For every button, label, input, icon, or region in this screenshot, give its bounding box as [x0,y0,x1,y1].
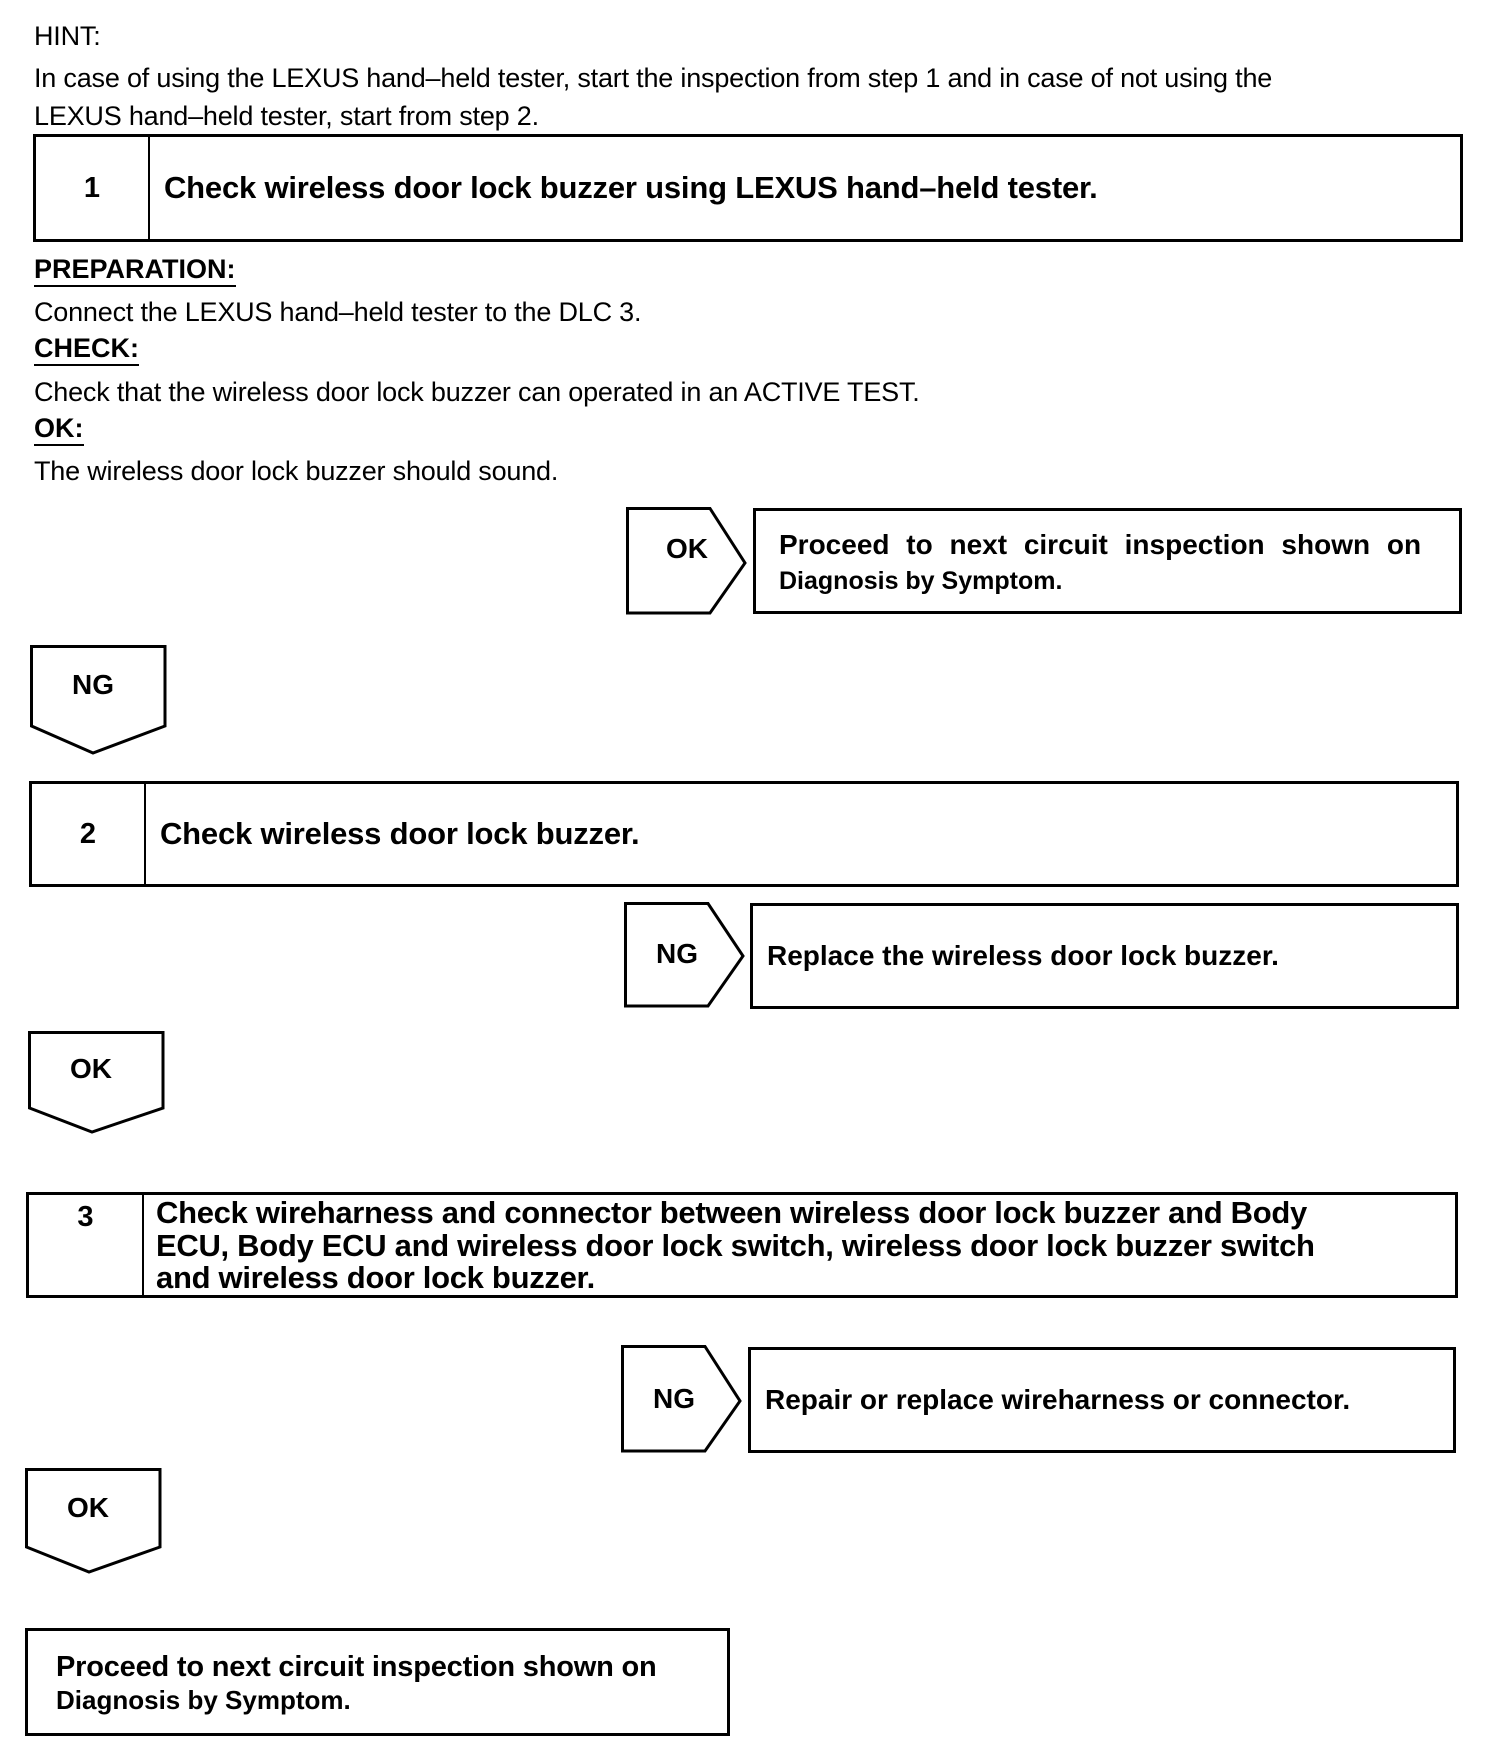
check-text: Check that the wireless door lock buzzer can operated in an ACTIVE TEST. [34,377,920,407]
ok-criteria-section [34,413,84,446]
final-result-line-1: Proceed to next circuit inspection shown on [56,1651,657,1683]
preparation-text: Connect the LEXUS hand–held tester to the DLC 3. [34,297,642,327]
step-2-ng-result-box [750,903,1459,1009]
step-3-title-line-1: Check wireharness and connector between wireless door lock buzzer and Body [156,1195,1307,1230]
step-1-ok-result-box [753,508,1462,614]
step-3-ok-continue-label: OK [67,1492,109,1523]
step-1-ok-branch-label: OK [666,533,708,564]
final-result-line-2: Diagnosis by Symptom. [56,1685,351,1715]
step-2-ng-branch-arrow [624,902,746,1008]
hint-text-line-1: In case of using the LEXUS hand–held tester, start the inspection from step 1 and in case of not using the [34,63,1273,93]
ok-criteria-text: The wireless door lock buzzer should sound. [34,456,559,486]
step-2-ng-result-text: Replace the wireless door lock buzzer. [767,940,1279,971]
step-2-header [29,781,1459,887]
step-1-ok-result-line-2: Diagnosis by Symptom. [779,567,1063,595]
step-1-ok-branch-arrow [626,507,748,615]
step-3-ng-result-text: Repair or replace wireharness or connector. [765,1384,1351,1415]
step-1-header [33,134,1463,242]
step-3-title [144,1195,1315,1295]
step-2-ok-continue-arrow [28,1031,166,1134]
step-1-ng-continue-label: NG [72,669,114,700]
step-1-ng-continue-arrow [30,645,168,755]
preparation-section [34,254,236,287]
step-1-title: Check wireless door lock buzzer using LEXUS hand–held tester. [164,170,1098,205]
step-2-ok-continue-label: OK [70,1053,112,1084]
check-label: CHECK: [34,333,139,366]
hint-heading: HINT: [34,21,101,51]
preparation-label: PREPARATION: [34,254,236,287]
step-3-ok-continue-arrow [25,1468,163,1574]
step-2-ng-branch-label: NG [656,938,698,969]
step-1-ok-result-line-1: Proceed to next circuit inspection shown on [779,529,1422,560]
step-3-ng-branch-arrow [621,1345,743,1453]
ok-criteria-label: OK: [34,413,84,446]
step-2-number: 2 [32,784,146,884]
step-2-title: Check wireless door lock buzzer. [160,816,640,851]
final-result-box [25,1628,730,1736]
step-3-ng-result-box [748,1347,1456,1453]
step-3-ng-branch-label: NG [653,1383,695,1414]
step-3-header [26,1192,1458,1298]
check-section [34,333,139,366]
step-3-title-line-2: ECU, Body ECU and wireless door lock switch, wireless door lock buzzer switch [156,1227,1315,1263]
step-1-number: 1 [36,137,150,239]
step-3-number: 3 [29,1195,144,1295]
hint-text-line-2: LEXUS hand–held tester, start from step 2. [34,101,539,131]
step-3-title-line-3: and wireless door lock buzzer. [156,1260,595,1295]
